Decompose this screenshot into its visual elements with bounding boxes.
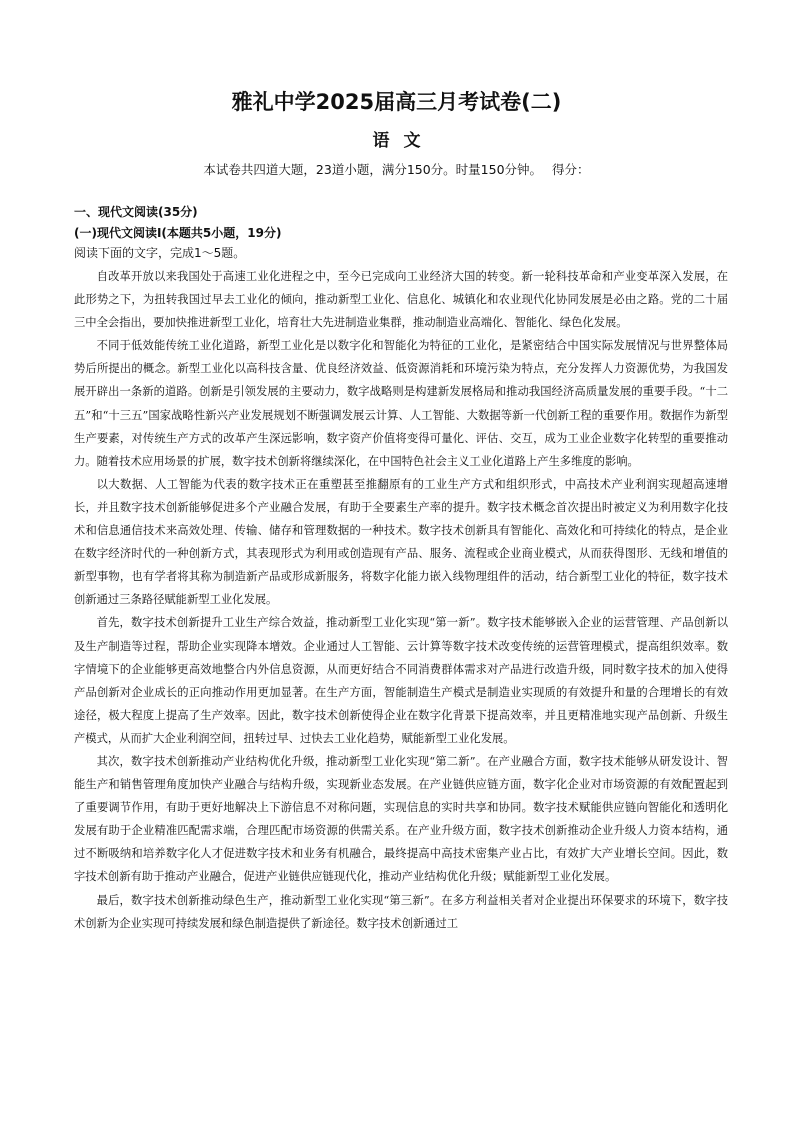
passage-paragraph-1: 自改革开放以来我国处于高速工业化进程之中，至今已完成向工业经济大国的转变。新一轮科技革命和产业变革深入发展，在此形势之下，为扭转我国过早去工业化的倾向，推动新型工业化、信息化、城镇化和农业现代化协同发展是必由之路。党的二十届三中全会指出，要加快推进新型工业化，培育壮大先进制造业集群，推动制造业高端化、智能化、绿色化发展。 [74,270,728,330]
section-heading: 一、现代文阅读(35分) [74,205,198,219]
exam-info-line [0,160,793,178]
score-label: 得分： [552,162,590,177]
passage-paragraph-3: 以大数据、人工智能为代表的数字技术正在重塑甚至推翻原有的工业生产方式和组织形式，中高技术产业利润实现超高速增长，并且数字技术创新能够促进多个产业融合发展，有助于全要素生产率的提升。数字技术概念首次提出时被定义为利用数字化技术和信息通信技术来高效处理、传输、储存和管理数据的一种技术。数字技术创新具有智能化、高效化和可持续化的特点，是企业在数字经济时代的一种创新方式，其表现形式为利用或创造现有产品、服务、流程或企业商业模式，从而获得图形、无线和增值的新型事物，也有学者将其称为制造新产品或形成新服务，将数字化能力嵌入线物理组件的活动，结合新型工业化的特征，数字技术创新通过三条路径赋能新型工业化发展。 [74,477,728,607]
passage-paragraph-6: 最后，数字技术创新推动绿色生产，推动新型工业化实现“第三新”。在多方利益相关者对企业提出环保要求的环境下，数字技术创新为企业实现可持续发展和绿色制造提供了新途径。数字技术创新通过工 [74,893,728,930]
exam-title: 雅礼中学2025届高三月考试卷(二) [231,90,562,114]
passage-paragraph-5: 其次，数字技术创新推动产业结构优化升级，推动新型工业化实现“第二新”。在产业融合方面，数字技术能够从研发设计、智能生产和销售管理角度加快产业融合与结构升级，实现新业态发展。在产业链供应链方面，数字化企业对市场资源的有效配置起到了重要调节作用，有助于更好地解决上下游信息不对称问题，实现信息的实时共享和协同。数字技术赋能供应链向智能化和透明化发展有助于企业精准匹配需求端，合理匹配市场资源的供需关系。在产业升级方面，数字技术创新推动企业升级人力资本结构，通过不断吸纳和培养数字化人才促进数字技术和业务有机融合，最终提高中高技术密集产业占比，有效扩大产业增长空间。因此，数字技术创新有助于推动产业融合，促进产业链供应链现代化，推动产业结构优化升级；赋能新型工业化发展。 [74,754,728,884]
reading-instruction: 阅读下面的文字，完成1～5题。 [74,246,246,260]
passage-paragraph-4: 首先，数字技术创新提升工业生产综合效益，推动新型工业化实现“第一新”。数字技术能够嵌入企业的运营管理、产品创新以及生产制造等过程，帮助企业实现降本增效。企业通过人工智能、云计算等数字技术改变传统的运营管理模式，提高组织效率。数字情境下的企业能够更高效地整合内外信息资源，从而更好结合不同消费群体需求对产品进行改造升级，同时数字技术的加入使得产品创新对企业成长的正向推动作用更加显著。在生产方面，智能制造生产模式是制造业实现质的有效提升和量的合理增长的有效途径，极大程度上提高了生产效率。因此，数字技术创新使得企业在数字化背景下提高效率，并且更精准地实现产品创新、升级生产模式，从而扩大企业利润空间，扭转过早、过快去工业化趋势，赋能新型工业化发展。 [74,616,728,745]
exam-info-text: 本试卷共四道大题，23道小题，满分150分。时量150分钟。 [203,162,543,177]
subject-title: 语文 [372,131,435,151]
reading-section [74,201,728,935]
passage-paragraph-2: 不同于低效能传统工业化道路，新型工业化是以数字化和智能化为特征的工业化，是紧密结合中国实际发展情况与世界整体局势后所提出的概念。新型工业化以高科技含量、优良经济效益、低资源消耗和环境污染为特点，充分发挥人力资源优势，为我国发展开辟出一条新的道路。创新是引领发展的主要动力，数字战略则是构建新发展格局和推动我国经济高质量发展的重要手段。“十二五”和“十三五”国家战略性新兴产业发展规划不断强调发展云计算、人工智能、大数据等新一代创新工程的重要作用。数据作为新型生产要素，对传统生产方式的改革产生深远影响，数字资产价值将变得可量化、评估、交互，成为工业企业数字化转型的重要推动力。随着技术应用场景的扩展，数字技术创新将继续深化，在中国特色社会主义工业化道路上产生多维度的影响。 [74,339,728,468]
subsection-heading: (一)现代文阅读Ⅰ(本题共5小题，19分) [74,226,282,240]
